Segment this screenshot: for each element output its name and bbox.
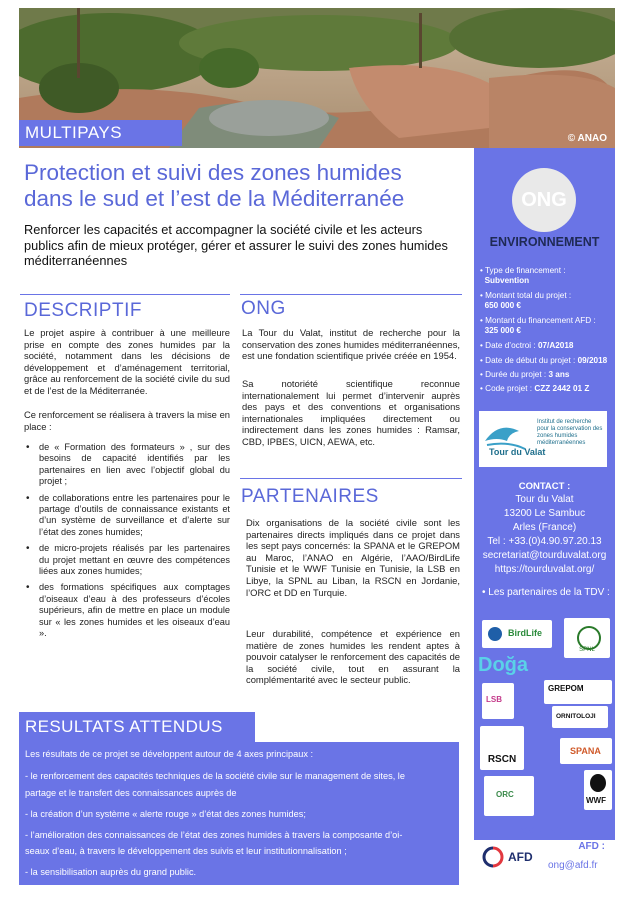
ong-paragraph-1: La Tour du Valat, institut de recherche pour la conservation des zones humides méditerranéennes, est une fondation scientifique privée créée en 1954. (242, 327, 460, 362)
page-title (24, 160, 464, 212)
financing-value: 650 000 € (484, 301, 521, 310)
orc-logo (484, 776, 534, 816)
ornitoloji-logo (552, 706, 608, 728)
title-line-2: dans le sud et l’est de la Méditerranée (24, 186, 405, 211)
doga-logo-text: Doğa (478, 654, 528, 676)
afd-email-link[interactable]: ong@afd.fr (548, 860, 598, 871)
partners-label: • Les partenaires de la TDV : (482, 587, 610, 598)
sector-label: ENVIRONNEMENT (489, 235, 600, 249)
financing-item: • Durée du projet : 3 ans (480, 370, 570, 379)
resultats-line: partage et le transfert des connaissances auprès de (25, 788, 237, 798)
afd-emblem-icon (482, 846, 504, 868)
contact-line: Tour du Valat (515, 494, 574, 505)
grepom-logo-text: GREPOM (548, 684, 584, 693)
financing-item: • Montant total du projet : 650 000 € (480, 291, 572, 310)
birdlife-logo-text: BirdLife (508, 628, 543, 638)
ornitoloji-logo-text: ORNITOLOJI (556, 713, 596, 720)
financing-label: Date de début du projet : (485, 356, 576, 365)
financing-label: Date d’octroi : (485, 341, 536, 350)
partenaires-paragraph-1: Dix organisations de la société civile sont les partenaires directs impliqués dans ce projet dans les sept pays concernés: la SPANA et le GREPOM au Maroc, l’ANAO en Algérie, l’AAO/BirdLife Tunisie et le WWF Tunisie en Tunisie, la LSB en Libye, la SPNL au Liban, la RSCN en Jordanie, l’ORC et DD en Turquie. (246, 517, 460, 598)
financing-value: 325 000 € (484, 326, 521, 335)
resultats-line: - le renforcement des capacités techniques de la société civile sur le management de sites, le (25, 771, 405, 781)
country-label: MULTIPAYS (19, 120, 182, 146)
tdv-logo-caption: Institut de recherche pour la conservation des zones humides méditerranéennes (537, 419, 603, 446)
list-item: • de « Formation des formateurs » , sur des besoins de capacité identifiés par les partenaires en lien avec l’objectif global du projet ; (24, 442, 230, 488)
financing-item: • Montant du financement AFD : 325 000 € (480, 316, 596, 335)
lsb-logo (482, 683, 514, 719)
wwf-logo (584, 770, 612, 810)
financing-value: 3 ans (548, 370, 570, 379)
birdlife-logo (482, 620, 552, 648)
resultats-line: Les résultats de ce projet se développent autour de 4 axes principaux : (25, 749, 314, 759)
resultats-box (19, 742, 459, 885)
financing-item: • Date d’octroi : 07/A2018 (480, 341, 574, 350)
spnl-logo (564, 618, 610, 658)
partenaires-heading: PARTENAIRES (241, 486, 379, 507)
ong-heading: ONG (241, 298, 286, 319)
financing-label: Montant total du projet : (485, 291, 572, 300)
financing-item: • Date de début du projet : 09/2018 (480, 356, 608, 365)
orc-logo-text: ORC (496, 790, 514, 799)
contact-line: Arles (France) (512, 522, 577, 533)
partners-label-text: Les partenaires de la TDV : (488, 587, 610, 598)
ong-paragraph-2: Sa notoriété scientifique reconnue internationalement lui permet d’intervenir auprès des pays et des conventions et organisations internationales impliquées directement ou indirectement dans les zones humides : Ramsar, CBD, IPBES, UICN, AEWA, etc. (242, 378, 460, 447)
afd-logo (482, 846, 538, 868)
afd-contact-heading: CONTACT (520, 826, 569, 837)
page-subtitle: Renforcer les capacités et accompagner la société civile et les acteurs publics afin de mieux protéger, gérer et assurer le suivi des zones humides méditerranéennes (24, 222, 448, 268)
title-line-1: Protection et suivi des zones humides (24, 160, 402, 185)
descriptif-rule (20, 294, 230, 295)
financing-label: Durée du projet : (485, 370, 547, 379)
afd-label: AFD : (578, 841, 605, 852)
list-item: • de collaborations entre les partenaires pour le partage d’outils de connaissance existants et d’un système de surveillance et d’alerte sur l’état des zones humides; (24, 493, 230, 539)
contact-heading: CONTACT : (518, 481, 571, 492)
descriptif-paragraph-2: Ce renforcement se réalisera à travers la mise en place : (24, 409, 230, 432)
resultats-line: seaux d’eau, à travers le développement des suivis et leur institutionnalisation ; (25, 846, 347, 856)
spana-logo-text: SPANA (570, 746, 601, 756)
descriptif-list (24, 442, 230, 645)
info-sidebar (474, 148, 615, 840)
list-item: • de micro-projets réalisés par les partenaires du projet mettant en œuvre des compétences liées aux zones humides; (24, 543, 230, 577)
partenaires-rule (240, 478, 462, 479)
financing-item: • Type de financement : Subvention (480, 266, 566, 285)
spana-logo (560, 738, 612, 764)
resultats-line: - la création d’un système « alerte rouge » d’état des zones humides; (25, 809, 306, 819)
panda-icon (590, 774, 606, 792)
rscn-logo (480, 726, 524, 770)
wwf-logo-text: WWF (586, 796, 606, 805)
descriptif-paragraph-1: Le projet aspire à contribuer à une meilleure prise en compte des zones humides par la société, notamment dans les décisions de développement et d’aménagement territorial, grâce au renforcement de la société civile du sud et de l’est de la Méditerranée. (24, 327, 230, 396)
financing-value: 09/2018 (577, 356, 608, 365)
rscn-logo-text: RSCN (487, 754, 517, 765)
globe-icon (488, 627, 502, 641)
descriptif-heading: DESCRIPTIF (24, 300, 142, 321)
partenaires-paragraph-2: Leur durabilité, compétence et expérience en matière de zones humides les rendent aptes à pouvoir catalyser le renforcement des capacités de la société civile, tout en assurant la complémentarité avec le secteur public. (246, 628, 460, 686)
resultats-line: - l’amélioration des connaissances de l’état des zones humides à travers la composante d’oi- (25, 830, 403, 840)
doga-logo (476, 653, 540, 677)
financing-label: Type de financement : (485, 266, 566, 275)
ong-badge (512, 168, 576, 232)
financing-label: Code projet : (485, 384, 533, 393)
grepom-logo (544, 680, 612, 704)
contact-website-link[interactable]: https://tourduvalat.org/ (494, 564, 595, 575)
ong-badge-label: ONG (521, 189, 567, 211)
contact-email-link[interactable]: secretariat@tourduvalat.org (482, 550, 607, 561)
lsb-logo-text: LSB (486, 695, 502, 704)
resultats-heading: RESULTATS ATTENDUS (19, 712, 255, 742)
contact-phone: Tel : +33.(0)4.90.97.20.13 (487, 536, 602, 547)
list-item: • des formations spécifiques aux comptages d’oiseaux d’eau à des professeurs d’écoles supérieurs, afin de mettre en place un module sur « les zones humides et les oiseaux d’eau ». (24, 582, 230, 639)
spnl-logo-text: SPNL (579, 647, 595, 653)
tour-du-valat-logo (479, 411, 607, 467)
financing-value: CZZ 2442 01 Z (534, 384, 590, 393)
photo-credit: © ANAO (567, 133, 607, 144)
tdv-logo-name: Tour du Valat (489, 447, 546, 457)
contact-line: 13200 Le Sambuc (503, 508, 586, 519)
financing-value: Subvention (484, 276, 530, 285)
resultats-line: - la sensibilisation auprès du grand public. (25, 867, 197, 877)
afd-logo-text: AFD (508, 850, 533, 864)
ong-rule (240, 294, 462, 295)
financing-item: • Code projet : CZZ 2442 01 Z (480, 384, 590, 393)
financing-value: 07/A2018 (537, 341, 574, 350)
financing-label: Montant du financement AFD : (485, 316, 596, 325)
